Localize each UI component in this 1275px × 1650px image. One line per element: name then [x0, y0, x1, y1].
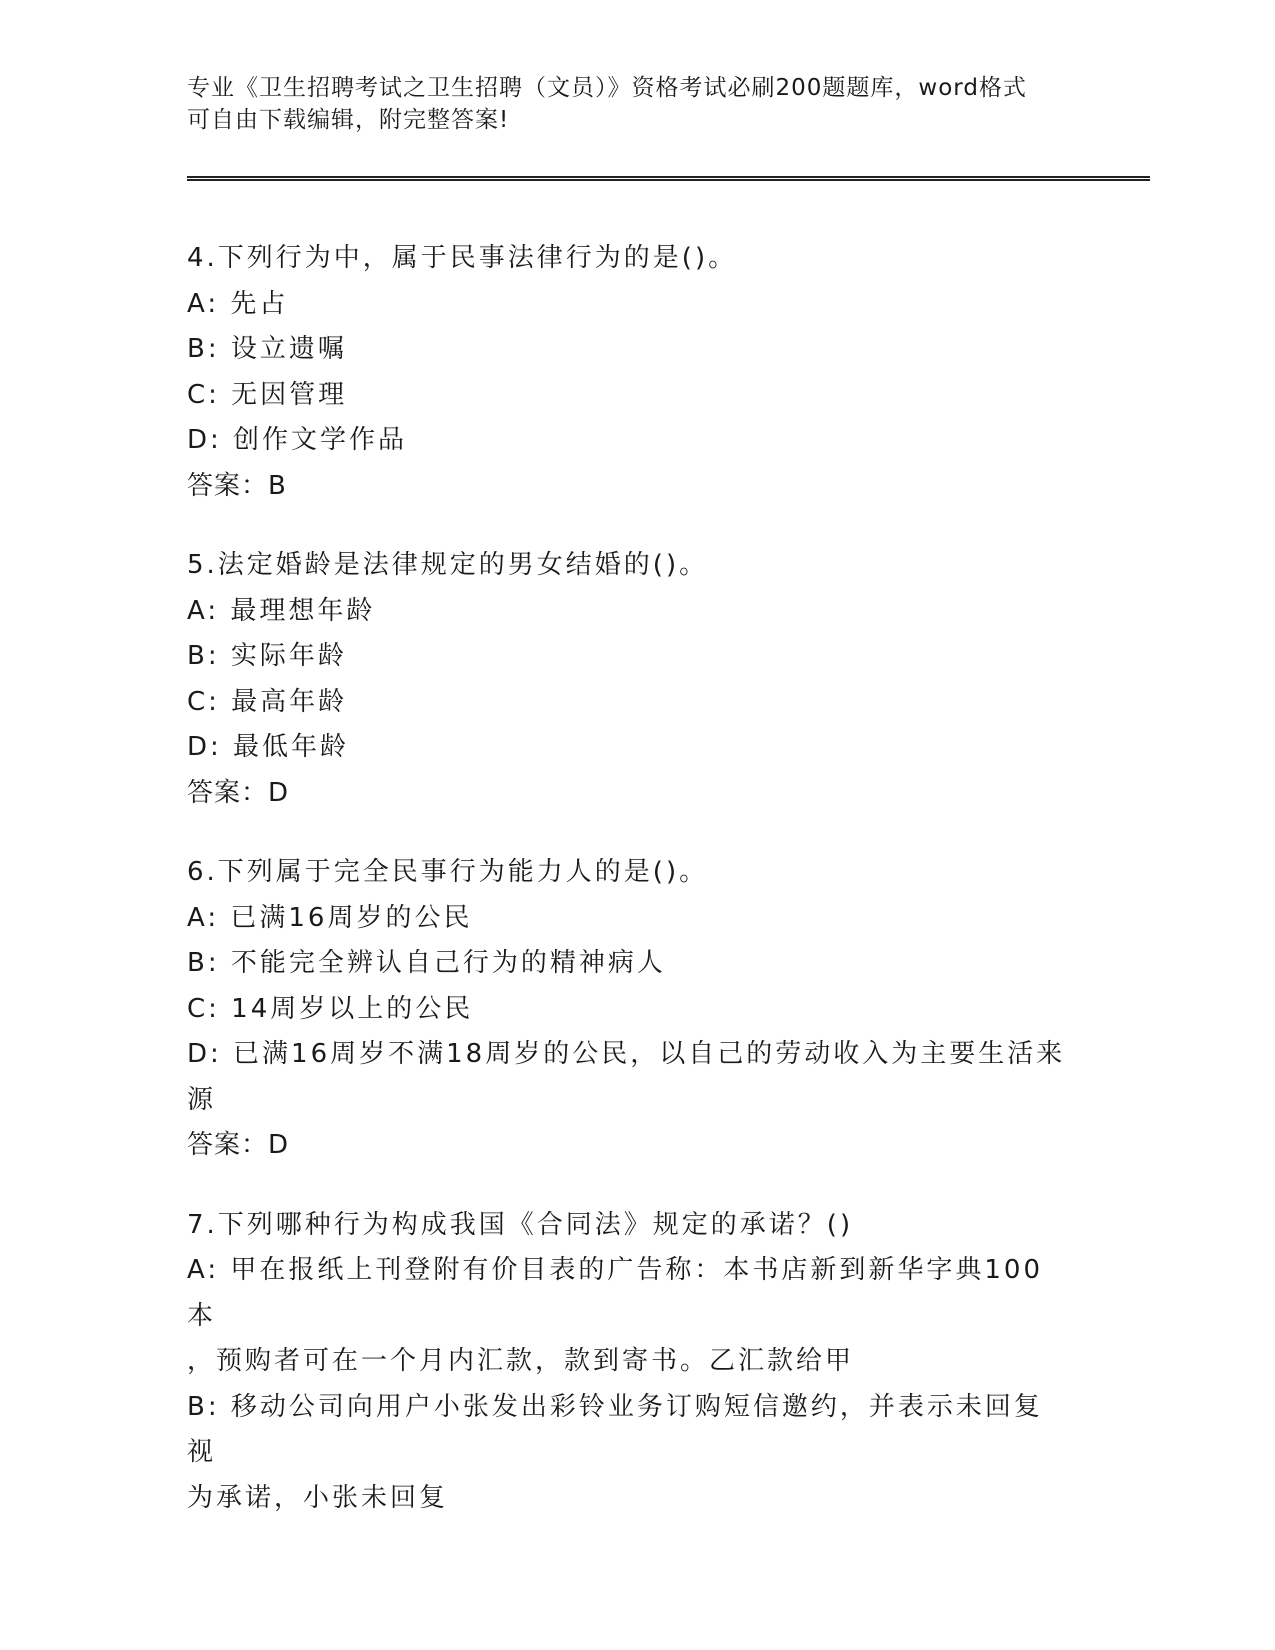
option-c: C: 14周岁以上的公民 — [187, 993, 474, 1024]
header-line-1: 专业《卫生招聘考试之卫生招聘（文员）》资格考试必刷200题题库，word格式 — [187, 75, 1027, 101]
question-4 — [187, 236, 1067, 509]
question-5 — [187, 543, 1067, 816]
option-d: D: 最低年龄 — [187, 732, 350, 762]
question-stem: 5.法定婚龄是法律规定的男女结婚的()。 — [187, 550, 709, 580]
option-a: A: 已满16周岁的公民 — [187, 902, 473, 933]
document-header — [187, 72, 1067, 136]
option-a: A: 甲在报纸上刊登附有价目表的广告称：本书店新到新华字典100本 — [187, 1255, 1043, 1331]
answer-key: 答案：B — [187, 470, 287, 501]
option-b-continued: 为承诺，小张未回复 — [187, 1482, 449, 1513]
option-d-continued: 源 — [187, 1084, 217, 1115]
question-stem: 6.下列属于完全民事行为能力人的是()。 — [187, 857, 709, 887]
option-b: B: 实际年龄 — [187, 641, 347, 671]
header-divider — [187, 176, 1150, 181]
question-list — [187, 236, 1067, 1555]
option-b: B: 不能完全辨认自己行为的精神病人 — [187, 948, 666, 978]
answer-key: 答案：D — [187, 1130, 290, 1160]
option-b: B: 设立遗嘱 — [187, 334, 347, 364]
option-a: A: 最理想年龄 — [187, 595, 376, 626]
question-stem: 7.下列哪种行为构成我国《合同法》规定的承诺？() — [187, 1209, 854, 1240]
question-6 — [187, 850, 1067, 1169]
answer-key: 答案：D — [187, 777, 290, 808]
option-c: C: 最高年龄 — [187, 686, 348, 717]
question-7 — [187, 1203, 1067, 1522]
option-b: B: 移动公司向用户小张发出彩铃业务订购短信邀约，并表示未回复视 — [187, 1391, 1043, 1467]
option-d: D: 创作文学作品 — [187, 425, 408, 455]
option-a-continued: ，预购者可在一个月内汇款，款到寄书。乙汇款给甲 — [187, 1346, 855, 1376]
header-line-2: 可自由下载编辑，附完整答案! — [187, 107, 510, 133]
option-a: A: 先占 — [187, 288, 289, 319]
question-stem: 4.下列行为中，属于民事法律行为的是()。 — [187, 243, 738, 273]
option-d: D: 已满16周岁不满18周岁的公民，以自己的劳动收入为主要生活来 — [187, 1039, 1066, 1069]
option-c: C: 无因管理 — [187, 379, 348, 410]
